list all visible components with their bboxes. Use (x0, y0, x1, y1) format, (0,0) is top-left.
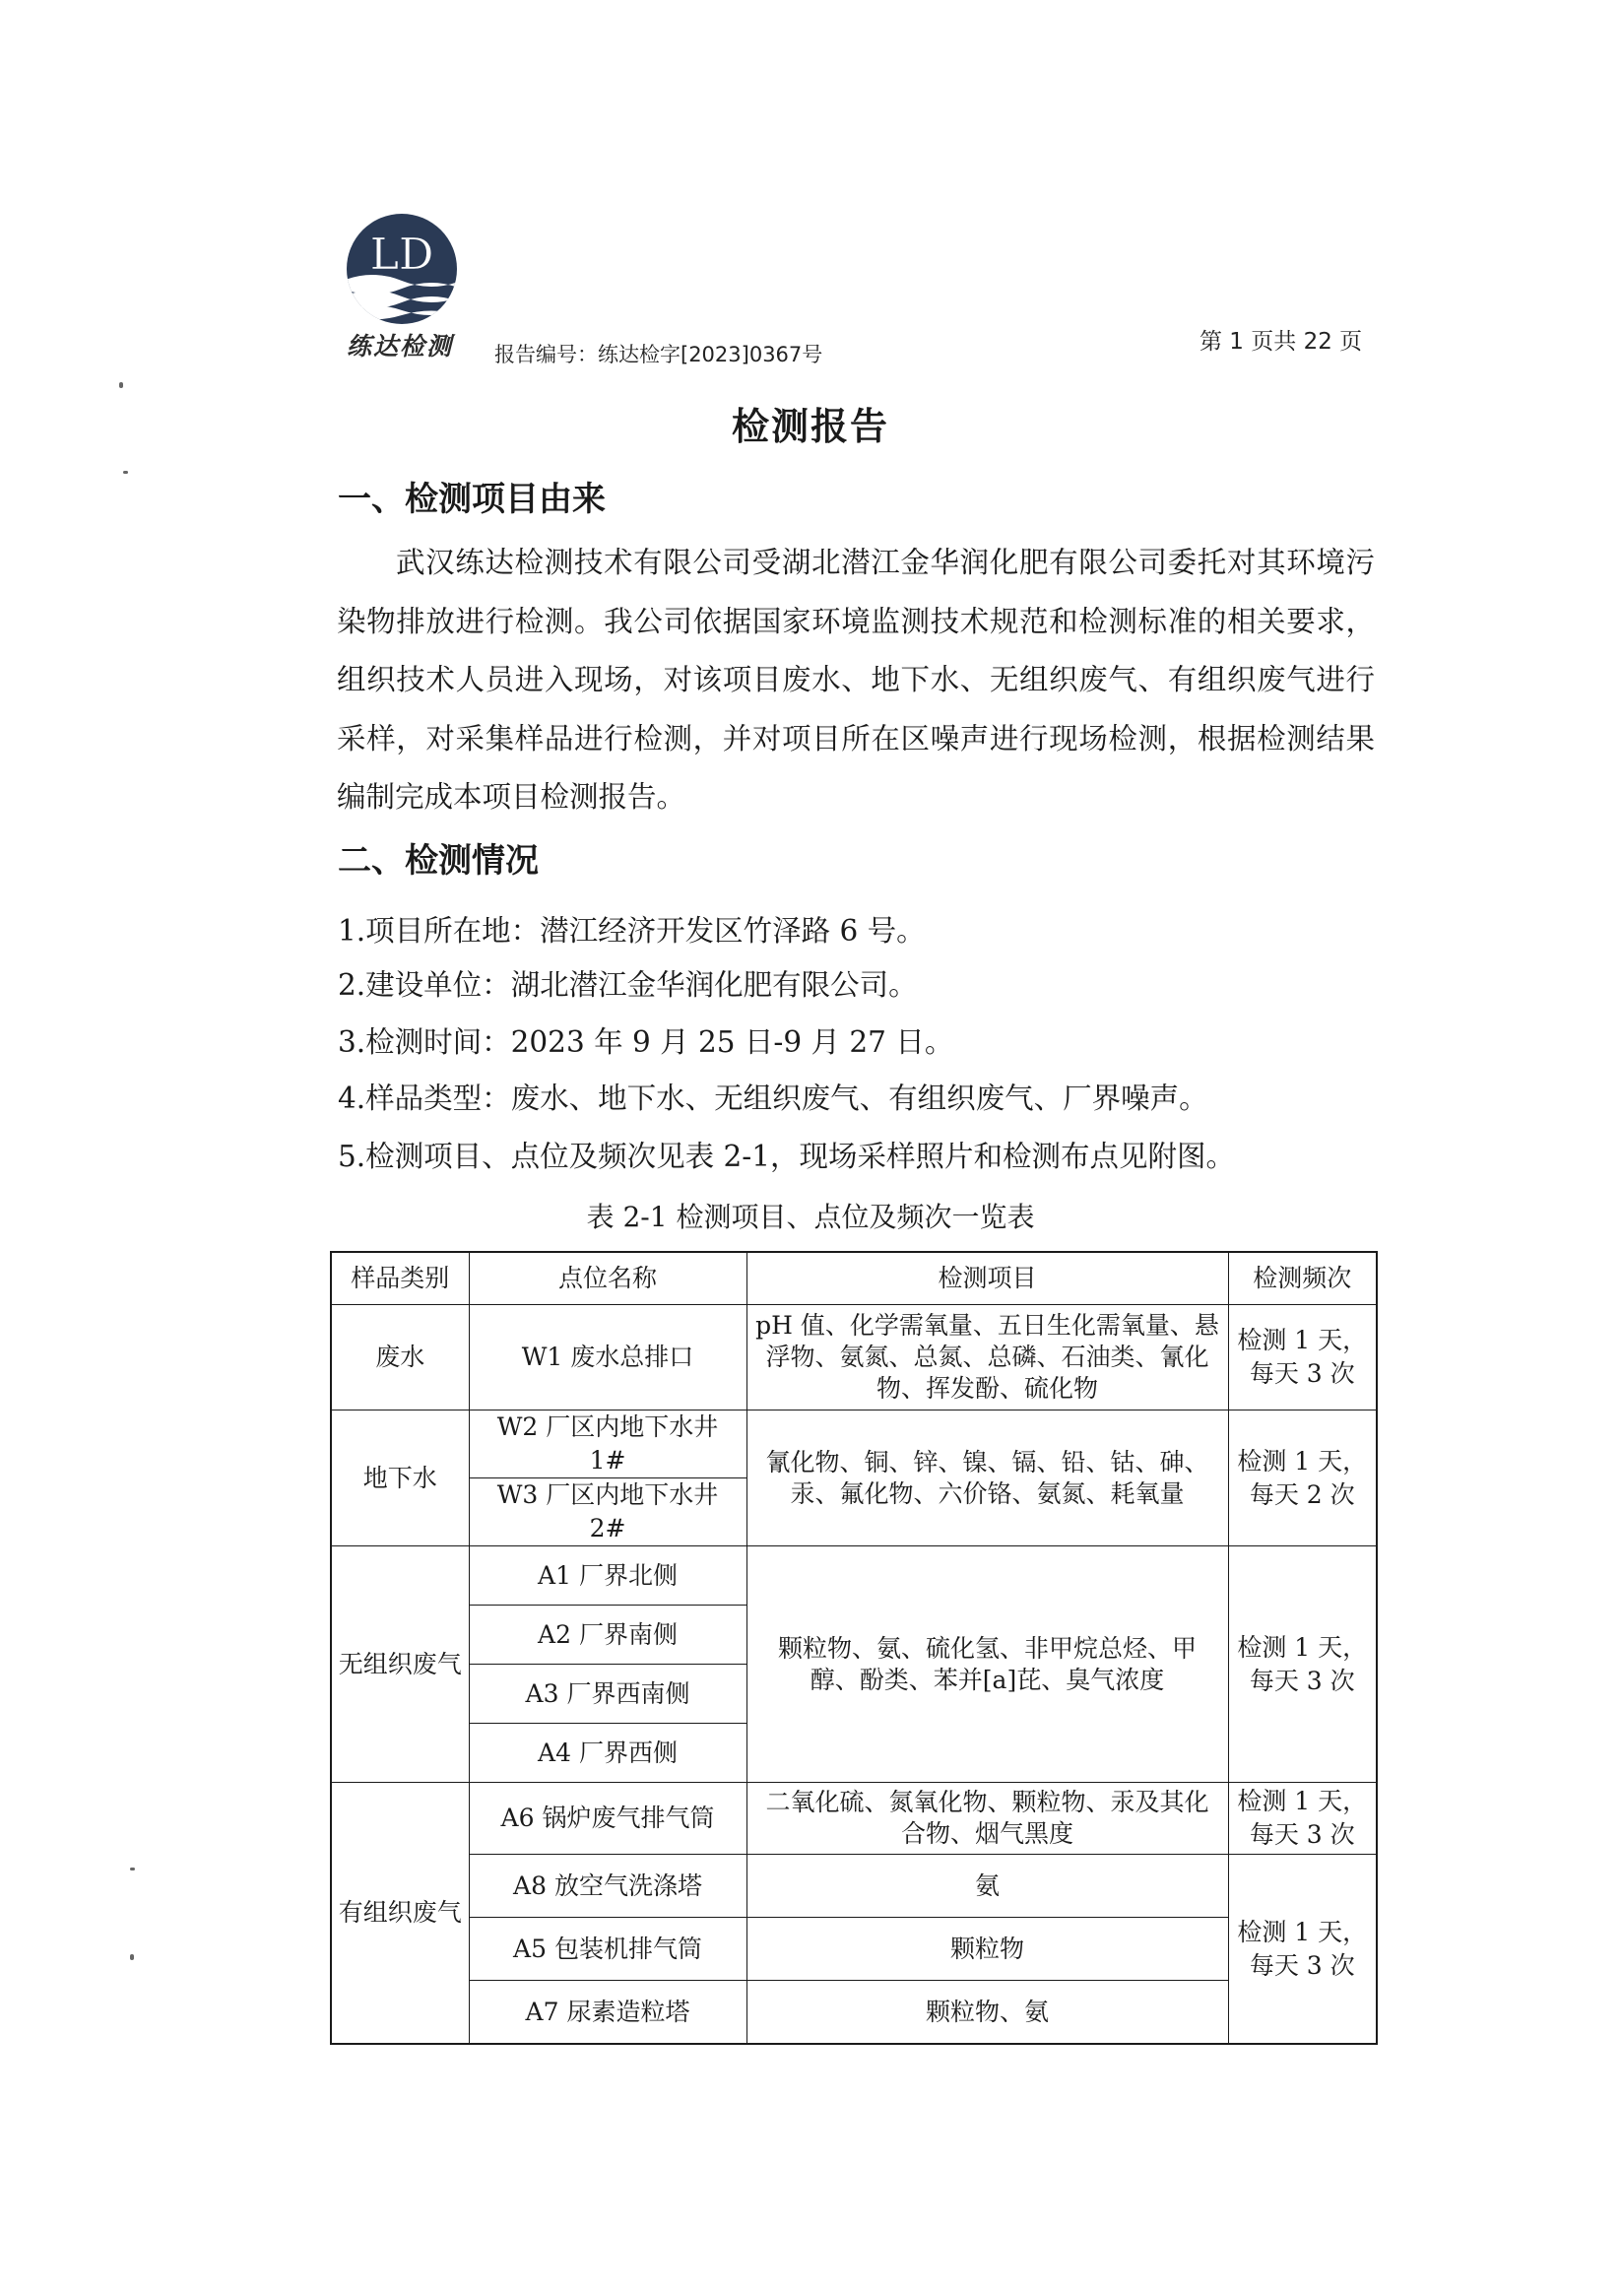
items-cell: 氰化物、铜、锌、镍、镉、铅、钴、砷、汞、氟化物、六价铬、氨氮、耗氧量 (746, 1410, 1228, 1546)
category-cell: 无组织废气 (331, 1546, 469, 1783)
point-cell: A3 厂界西南侧 (469, 1665, 746, 1724)
info-item-unit: 2.建设单位：湖北潜江金华润化肥有限公司。 (338, 968, 918, 1002)
point-cell: A6 锅炉废气排气筒 (469, 1783, 746, 1855)
point-cell: W2 厂区内地下水井 1# (469, 1410, 746, 1478)
monitoring-table (330, 1251, 1378, 2045)
page-number: 第 1 页共 22 页 (1200, 329, 1363, 355)
header-point: 点位名称 (469, 1252, 746, 1305)
items-cell: 颗粒物、氨 (746, 1981, 1228, 2045)
point-cell: A1 厂界北侧 (469, 1546, 746, 1606)
point-cell: A4 厂界西侧 (469, 1724, 746, 1783)
scan-speck (119, 382, 123, 388)
header-items: 检测项目 (746, 1252, 1228, 1305)
point-cell: A8 放空气洗涤塔 (469, 1855, 746, 1918)
items-cell: 二氧化硫、氮氧化物、颗粒物、汞及其化合物、烟气黑度 (746, 1783, 1228, 1855)
info-item-location: 1.项目所在地：潜江经济开发区竹泽路 6 号。 (338, 914, 926, 948)
category-cell: 地下水 (331, 1410, 469, 1546)
section1-paragraph: 武汉练达检测技术有限公司受湖北潜江金华润化肥有限公司委托对其环境污染物排放进行检测。我公司依据国家环境监测技术规范和检测标准的相关要求，组织技术人员进入现场，对该项目废水、地下水、无组织废气、有组织废气进行采样，对采集样品进行检测，并对项目所在区噪声进行现场检测，根据检测结果编制完成本项目检测报告。 (337, 546, 1375, 814)
info-item-time: 3.检测时间：2023 年 9 月 25 日-9 月 27 日。 (338, 1025, 954, 1059)
items-cell: pH 值、化学需氧量、五日生化需氧量、悬浮物、氨氮、总氮、总磷、石油类、氰化物、挥发酚、硫化物 (746, 1305, 1228, 1410)
document-title: 检测报告 (731, 405, 889, 448)
info-item-details: 5.检测项目、点位及频次见表 2-1，现场采样照片和检测布点见附图。 (338, 1140, 1236, 1173)
table-header-row (331, 1252, 1377, 1305)
items-cell: 颗粒物、氨、硫化氢、非甲烷总烃、甲醇、酚类、苯并[a]芘、臭气浓度 (746, 1546, 1228, 1783)
scan-speck (123, 471, 128, 474)
scan-speck (130, 1868, 135, 1870)
logo-caption: 练达检测 (347, 332, 454, 361)
svg-text:LD: LD (369, 230, 434, 280)
point-cell: A2 厂界南侧 (469, 1606, 746, 1665)
items-cell: 颗粒物 (746, 1918, 1228, 1981)
point-cell: A5 包装机排气筒 (469, 1918, 746, 1981)
table-row (331, 1410, 1377, 1478)
section2-heading: 二、检测情况 (338, 841, 539, 881)
frequency-cell: 检测 1 天，每天 3 次 (1228, 1855, 1377, 2045)
header-frequency: 检测频次 (1228, 1252, 1377, 1305)
table-row (331, 1783, 1377, 1855)
report-number: 报告编号：练达检字[2023]0367号 (494, 343, 823, 366)
table-row (331, 1305, 1377, 1410)
items-cell: 氨 (746, 1855, 1228, 1918)
frequency-cell: 检测 1 天，每天 3 次 (1228, 1783, 1377, 1855)
table-row (331, 1546, 1377, 1606)
header-category: 样品类别 (331, 1252, 469, 1305)
category-cell: 有组织废气 (331, 1783, 469, 2045)
category-cell: 废水 (331, 1305, 469, 1410)
info-item-sample-types: 4.样品类型：废水、地下水、无组织废气、有组织废气、厂界噪声。 (338, 1082, 1208, 1115)
table-caption: 表 2-1 检测项目、点位及频次一览表 (586, 1201, 1035, 1233)
section1-heading: 一、检测项目由来 (338, 480, 606, 519)
table-row (331, 1855, 1377, 1918)
scan-speck (130, 1954, 134, 1960)
point-cell: A7 尿素造粒塔 (469, 1981, 746, 2045)
frequency-cell: 检测 1 天，每天 2 次 (1228, 1410, 1377, 1546)
table-row (331, 1918, 1377, 1981)
table-row (331, 1981, 1377, 2045)
frequency-cell: 检测 1 天，每天 3 次 (1228, 1305, 1377, 1410)
point-cell: W1 废水总排口 (469, 1305, 746, 1410)
point-cell: W3 厂区内地下水井 2# (469, 1478, 746, 1546)
frequency-cell: 检测 1 天，每天 3 次 (1228, 1546, 1377, 1783)
